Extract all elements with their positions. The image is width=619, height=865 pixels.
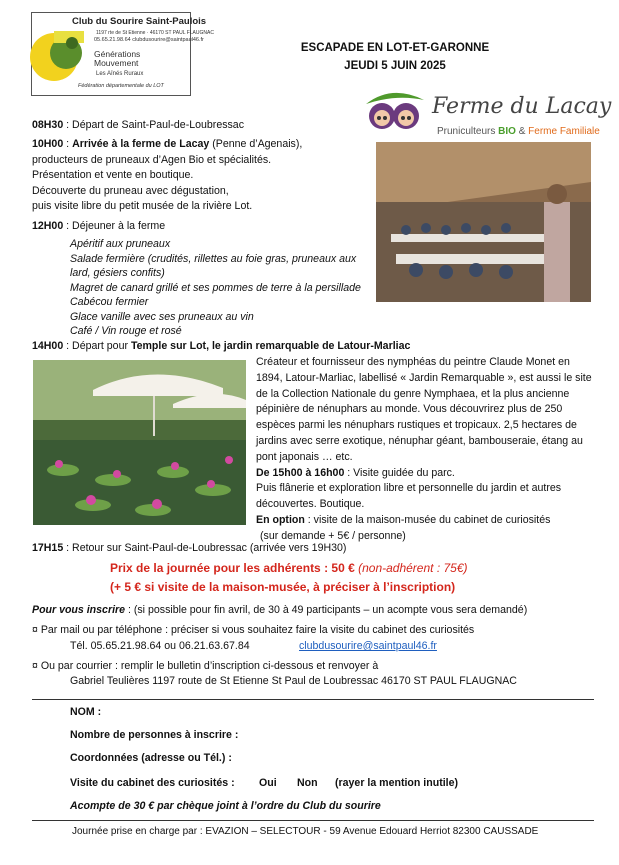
free-exploration: Puis flânerie et exploration libre et personnelle du jardin et autres découvertes. Boutique. — [256, 482, 562, 511]
email-link[interactable]: clubdusourire@saintpaul46.fr — [299, 640, 437, 652]
footer-text: Journée prise en charge par : EVAZION – SELECTOUR - 59 Avenue Edouard Herriot 82300 CAUSSADE — [72, 826, 539, 837]
menu-item: Glace vanille avec ses pruneaux au vin — [70, 310, 254, 323]
divider — [32, 699, 594, 700]
federation: Fédération départementale du LOT — [78, 83, 164, 89]
club-address: 1197 rte de St Etienne · 46170 ST PAUL FLAUGNAC — [96, 30, 214, 36]
step-1400: 14H00 : Départ pour Temple sur Lot, le jardin remarquable de Latour-Marliac — [32, 340, 411, 352]
form-non: Non — [297, 777, 318, 789]
step-1200: 12H00 : Déjeuner à la ferme — [32, 220, 166, 232]
menu-item: Café / Vin rouge et rosé — [70, 325, 182, 337]
aines-ruraux: Les Aînés Ruraux — [96, 71, 144, 77]
register-address: Gabriel Teulières 1197 route de St Etienne St Paul de Loubressac 46170 ST PAUL FLAUGNAC — [70, 675, 517, 687]
menu-item: Apéritif aux pruneaux — [70, 238, 171, 250]
visit-time: De 15h00 à 16h00 : Visite guidée du parc. — [256, 466, 455, 479]
garden-desc-text: Créateur et fournisseur des nymphéas du peintre Claude Monet en 1894, Latour-Marliac, labellisé « Jardin Remarquable », est aussi le site de la Collection Nationale du genre Nymphaea, et la plus ancienne pépinière de nénuphars au monde. Vous découvrirez plus de 250 espèces parmi les nénuphars rustiques et tropicaux. 2,5 hectares de jardins avec serre exotique, nénuphar géant, bambouseraie, étang au pont japonais … etc. — [256, 356, 592, 463]
plum-farmers-icon — [362, 86, 428, 138]
farm-lunch-photo — [376, 142, 591, 302]
form-nb: Nombre de personnes à inscrire : — [70, 729, 239, 741]
ferme-subtitle: Pruniculteurs BIO & Ferme Familiale — [437, 126, 600, 137]
garden-waterlily-photo — [33, 360, 246, 525]
menu-item: Magret de canard grillé et ses pommes de terre à la persillade — [70, 281, 361, 294]
page-date: JEUDI 5 JUIN 2025 — [344, 60, 446, 72]
register-post: ¤ Ou par courrier : remplir le bulletin d’inscription ci-dessous et renvoyer à — [32, 660, 379, 672]
club-logo — [31, 12, 214, 96]
form-nom: NOM : — [70, 706, 102, 718]
step-1715: 17H15 : Retour sur Saint-Paul-de-Loubressac (arrivée vers 19H30) — [32, 542, 347, 554]
gm-line2: Mouvement — [94, 58, 139, 68]
register-tel: Tél. 05.65.21.98.64 ou 06.21.63.67.84 — [70, 640, 250, 652]
divider-bottom — [32, 820, 594, 821]
menu-item: lard, gésiers confits) — [70, 267, 165, 279]
menu-item: Salade fermière (crudités, rillettes au foie gras, pruneaux aux — [70, 252, 357, 265]
gm-line1: Générations — [94, 49, 141, 59]
lunch-menu — [70, 237, 361, 339]
gm-text — [94, 50, 140, 68]
form-visite: Visite du cabinet des curiosités : — [70, 777, 235, 789]
club-contact: 05.65.21.98.64 clubdusourire@saintpaul46.fr — [94, 37, 204, 43]
register-info: Pour vous inscrire : (si possible pour fin avril, de 30 à 49 participants – un acompte vous sera demandé) — [32, 604, 528, 616]
price-option: (+ 5 € si visite de la maison-musée, à préciser à l’inscription) — [110, 580, 456, 594]
page-title: ESCAPADE EN LOT-ET-GARONNE — [300, 42, 490, 54]
form-rayer: (rayer la mention inutile) — [335, 777, 459, 789]
club-name: Club du Sourire Saint-Paulois — [72, 16, 207, 27]
step-0830: 08H30 : Départ de Saint-Paul-de-Loubressac — [32, 119, 245, 131]
form-acompte: Acompte de 30 € par chèque joint à l’ordre du Club du sourire — [70, 800, 381, 812]
register-mail: ¤ Par mail ou par téléphone : préciser si vous souhaitez faire la visite du cabinet des curiosités — [32, 624, 475, 636]
option-text: En option : visite de la maison-musée du cabinet de curiosités — [256, 513, 551, 526]
form-oui: Oui — [259, 777, 277, 789]
option-price: (sur demande + 5€ / personne) — [260, 529, 406, 542]
form-coord: Coordonnées (adresse ou Tél.) : — [70, 752, 232, 764]
menu-item: Cabécou fermier — [70, 296, 149, 308]
ferme-name: Ferme du Lacay — [432, 94, 612, 119]
garden-description — [256, 355, 596, 545]
price-line: Prix de la journée pour les adhérents : 50 € (non-adhérent : 75€) — [110, 561, 468, 575]
step-1000: 10H00 : Arrivée à la ferme de Lacay (Penne d’Agenais), producteurs de pruneaux d’Agen Bio et spécialités. Présentation et vente en boutique. Découverte du pruneau avec dégustation, puis visite libre du petit musée de la rivière Lot. — [32, 138, 303, 212]
